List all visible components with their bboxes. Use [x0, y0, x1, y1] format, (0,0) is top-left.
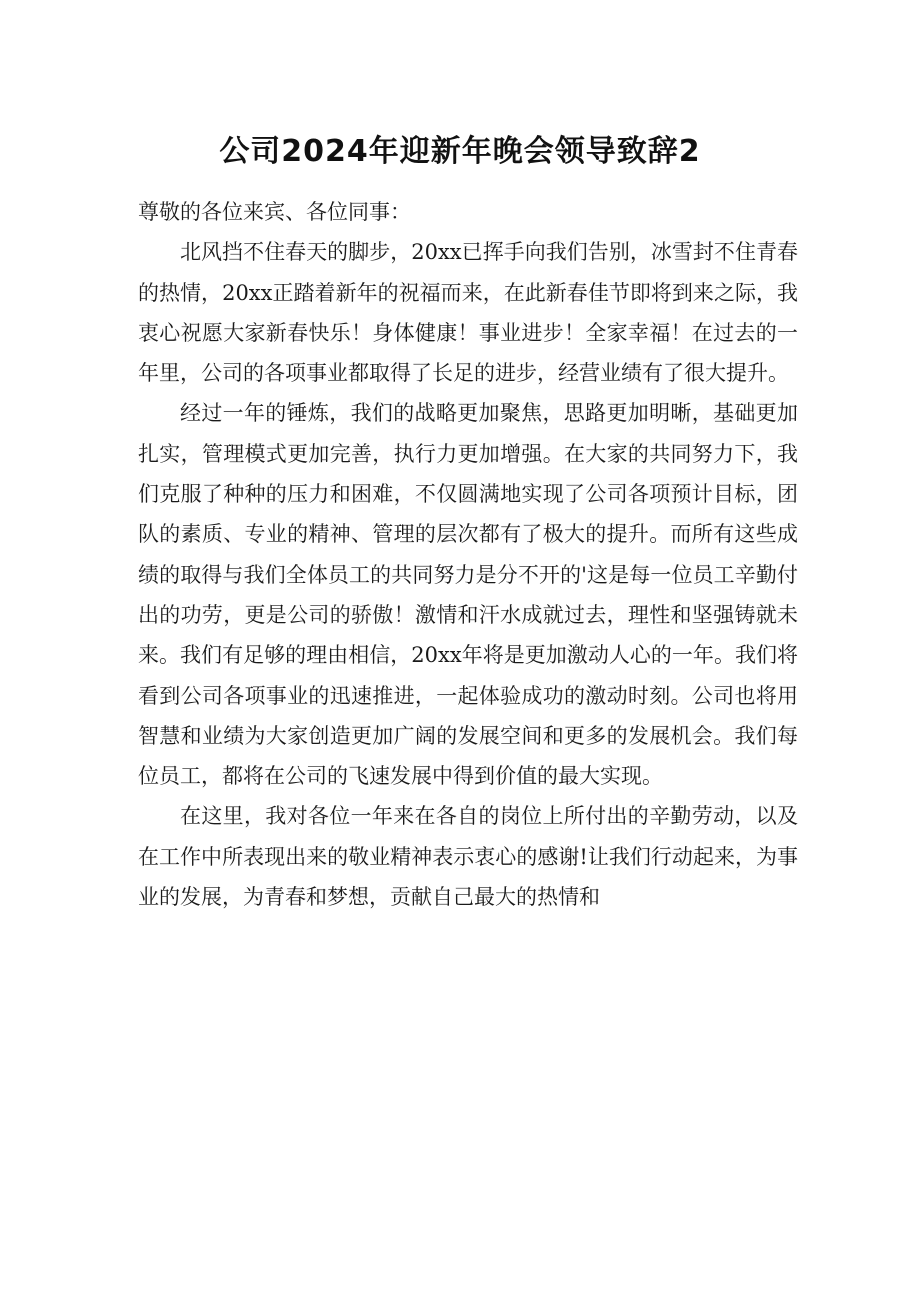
page-title: 公司2024年迎新年晚会领导致辞2: [219, 134, 701, 169]
paragraph-2: 经过一年的锤炼，我们的战略更加聚焦，思路更加明晰，基础更加扎实，管理模式更加完善，执行力更加增强。在大家的共同努力下，我们克服了种种的压力和困难，不仅圆满地实现了公司各项预计目标，团队的素质、专业的精神、管理的层次都有了极大的提升。而所有这些成绩的取得与我们全体员工的共同努力是分不开的'这是每一位员工辛勤付出的功劳，更是公司的骄傲！激情和汗水成就过去，理性和坚强铸就未来。我们有足够的理由相信，20xx年将是更加激动人心的一年。我们将看到公司各项事业的迅速推进，一起体验成功的激动时刻。公司也将用智慧和业绩为大家创造更加广阔的发展空间和更多的发展机会。我们每位员工，都将在公司的飞速发展中得到价值的最大实现。: [138, 401, 798, 789]
paragraph-1: 北风挡不住春天的脚步，20xx已挥手向我们告别，冰雪封不住青春的热情，20xx正踏着新年的祝福而来，在此新春佳节即将到来之际，我衷心祝愿大家新春快乐！身体健康！事业进步！全家幸福！在过去的一年里，公司的各项事业都取得了长足的进步，经营业绩有了很大提升。: [138, 240, 798, 386]
document-body: [138, 192, 798, 917]
paragraph-3: 在这里，我对各位一年来在各自的岗位上所付出的辛勤劳动，以及在工作中所表现出来的敬业精神表示衷心的感谢!让我们行动起来，为事业的发展，为青春和梦想，贡献自己最大的热情和: [138, 804, 798, 910]
salutation: 尊敬的各位来宾、各位同事：: [138, 200, 411, 224]
